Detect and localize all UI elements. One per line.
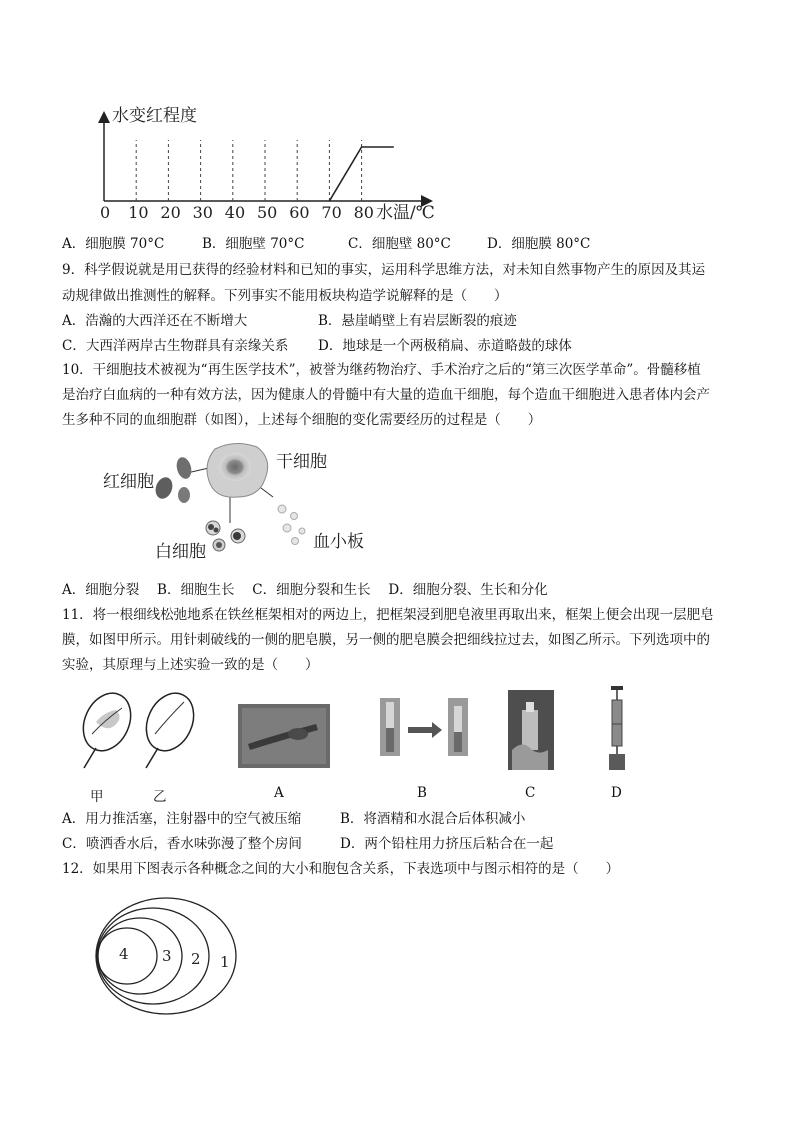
platelet-icon — [299, 528, 305, 534]
x-tick-label: 80 — [353, 203, 374, 222]
x-tick-label: 30 — [192, 203, 213, 222]
x-tick-label: 40 — [224, 203, 246, 222]
platelet-icon — [283, 524, 291, 532]
fig-label-yi: 乙 — [153, 789, 167, 805]
fig-label-jia: 甲 — [90, 789, 104, 805]
fig-label-b: B — [417, 785, 427, 801]
q9-option-c[interactable]: C．大西洋两岸古生物群具有亲缘关系 — [62, 338, 289, 354]
platelet-label: 血小板 — [313, 532, 364, 552]
white-cell-icon — [216, 542, 222, 548]
fig-label-a: A — [274, 785, 284, 801]
q10-stem-line2: 是治疗白血病的一种有效方法，因为健康人的骨髓中有大量的造血干细胞，每个造血干细胞进入患者体内会产 — [62, 387, 710, 403]
x-tick-label: 50 — [257, 203, 278, 222]
stem-cell-label: 干细胞 — [276, 452, 327, 472]
q11-option-a[interactable]: A．用力推活塞，注射器中的空气被压缩 — [62, 811, 302, 827]
x-tick-label: 10 — [128, 203, 149, 222]
platelet-icon — [292, 538, 299, 545]
white-cell-icon — [214, 528, 219, 533]
white-cell-icon — [233, 532, 241, 540]
frame-yi — [137, 690, 202, 758]
nested-ellipses-diagram — [90, 888, 250, 1018]
stem-cell-figure — [95, 437, 395, 567]
ellipse-label-3: 3 — [162, 947, 172, 965]
q8-option-c[interactable]: C．细胞壁 80°C — [348, 236, 451, 252]
x-tick-label: 70 — [321, 203, 342, 222]
white-cell-icon — [208, 524, 214, 530]
q9-stem-line2: 动规律做出推测性的解释。下列事实不能用板块构造学说解释的是（ ） — [62, 288, 508, 304]
photo-d-lead-cylinders — [605, 686, 629, 772]
q11-option-c[interactable]: C．喷洒香水后，香水味弥漫了整个房间 — [62, 836, 302, 852]
q9-stem-line1: 9．科学假说就是用已获得的经验材料和已知的事实，运用科学思维方法，对未知自然事物产生的原因及其运 — [62, 262, 706, 278]
stem-cell-nucleus — [219, 453, 251, 481]
photo-b-mixing — [380, 698, 470, 758]
q11-option-b[interactable]: B．将酒精和水混合后体积减小 — [340, 811, 526, 827]
fig-label-c: C — [525, 785, 536, 801]
q8-option-b[interactable]: B．细胞壁 70°C — [202, 236, 305, 252]
thread-yi — [155, 702, 184, 734]
red-cell-label: 红细胞 — [103, 472, 154, 492]
q9-option-a[interactable]: A．浩瀚的大西洋还在不断增大 — [62, 313, 248, 329]
red-cell-icon — [178, 487, 190, 503]
ellipse-label-2: 2 — [191, 950, 201, 968]
ellipse-label-1: 1 — [220, 953, 230, 971]
soap-film-frames — [70, 690, 210, 770]
q12-stem-line1: 12．如果用下图表示各种概念之间的大小和胞包含关系，下表选项中与图示相符的是（ ） — [62, 861, 620, 877]
red-cell-icon — [153, 475, 176, 501]
handle-yi — [146, 748, 158, 768]
platelet-icon — [291, 513, 298, 520]
q11-option-d[interactable]: D．两个铅柱用力挤压后粘合在一起 — [340, 836, 554, 852]
q11-stem-line1: 11．将一根细线松弛地系在铁丝框架相对的两边上，把框架浸到肥皂液里再取出来，框架上便会出现一层肥皂 — [62, 607, 714, 623]
q8-option-a[interactable]: A．细胞膜 70°C — [62, 236, 165, 252]
q10-options[interactable]: A．细胞分裂 B．细胞生长 C．细胞分裂和生长 D．细胞分裂、生长和分化 — [62, 582, 548, 598]
x-tick-label: 0 — [100, 203, 111, 222]
ellipse-label-4: 4 — [119, 945, 129, 963]
q9-option-d[interactable]: D．地球是一个两极稍扁、赤道略鼓的球体 — [318, 338, 572, 354]
fig-label-d: D — [611, 785, 622, 801]
water-redness-chart — [0, 0, 794, 240]
x-tick-label: 60 — [289, 203, 310, 222]
q11-stem-line3: 实验，其原理与上述实验一致的是（ ） — [62, 657, 319, 673]
y-axis-label: 水变红程度 — [112, 106, 197, 126]
white-cell-label: 白细胞 — [155, 542, 206, 562]
q8-option-d[interactable]: D．细胞膜 80°C — [487, 236, 591, 252]
q11-stem-line2: 膜，如图甲所示。用针刺破线的一侧的肥皂膜，另一侧的肥皂膜会把细线拉过去，如图乙所示。下列选项中的 — [62, 632, 710, 648]
q10-stem-line3: 生多种不同的血细胞群（如图），上述每个细胞的变化需要经历的过程是（ ） — [62, 412, 542, 428]
handle-jia — [84, 748, 96, 768]
platelet-icon — [278, 505, 286, 513]
photo-a-syringe — [238, 704, 330, 768]
photo-c-perfume — [508, 690, 554, 770]
q10-stem-line1: 10．干细胞技术被视为“再生医学技术”，被誉为继药物治疗、手术治疗之后的“第三次医学革命”。骨髓移植 — [62, 362, 701, 378]
red-cell-icon — [174, 456, 193, 481]
x-tick-label: 20 — [160, 203, 181, 222]
q9-option-b[interactable]: B．悬崖峭壁上有岩层断裂的痕迹 — [318, 313, 517, 329]
x-axis-label: 水温/℃ — [376, 203, 435, 223]
